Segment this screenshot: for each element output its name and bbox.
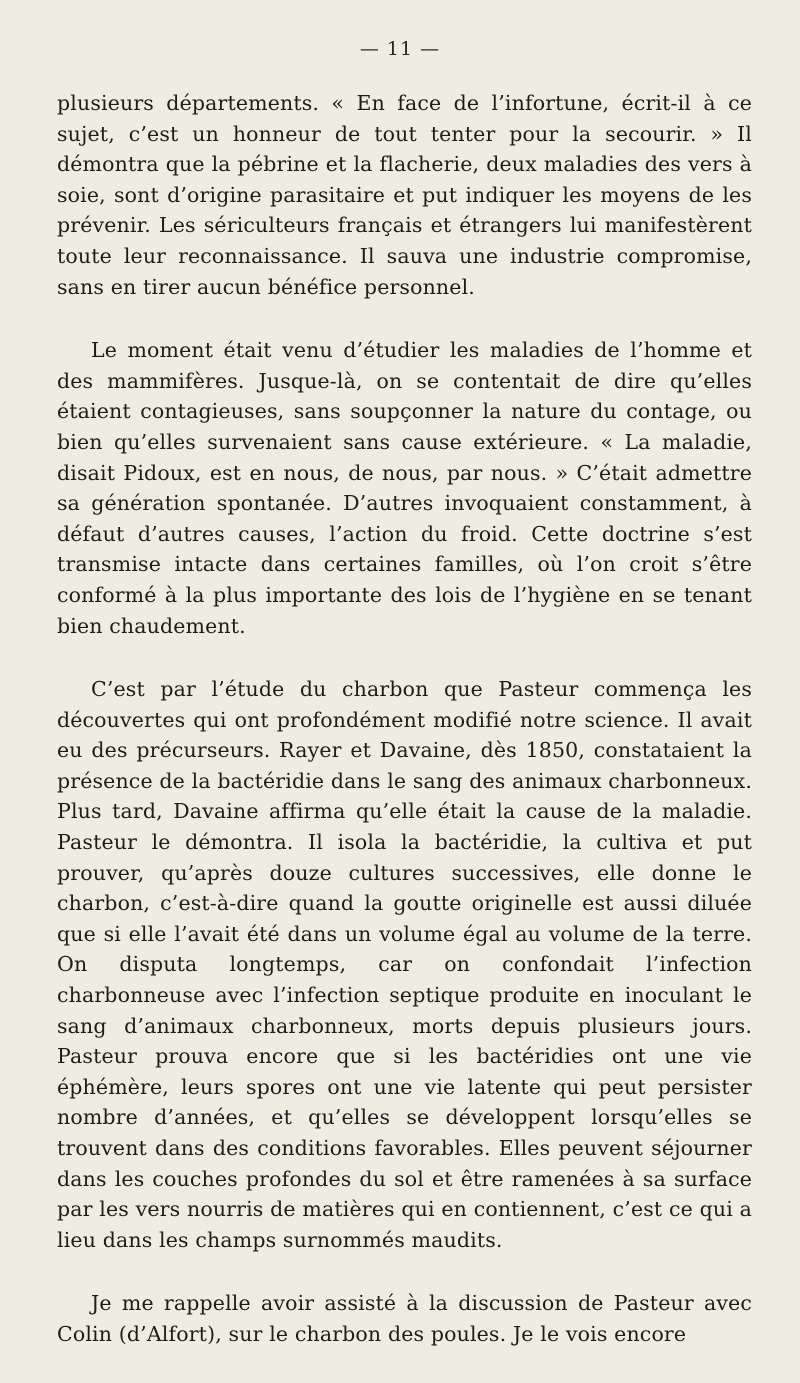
page-number: — 11 — bbox=[359, 38, 441, 60]
paragraph-4: Je me rappelle avoir assisté à la discussion de Pasteur avec Colin (d’Alfort), sur le charbon des poules. Je le vois encore bbox=[57, 1291, 752, 1346]
body-text bbox=[57, 88, 752, 1383]
paragraph-2: Le moment était venu d’étudier les maladies de l’homme et des mammifères. Jusque-là, on se contentait de dire qu’elles étaient contagieuses, sans soupçonner la nature du contage, ou bien qu’elles survenaient sans cause extérieure. « La maladie, disait Pidoux, est en nous, de nous, par nous. » C’était admettre sa génération spontanée. D’autres invoquaient constamment, à défaut d’autres causes, l’action du froid. Cette doctrine s’est transmise intacte dans certaines familles, où l’on croit s’être conformé à la plus importante des lois de l’hygiène en se tenant bien chaudement. bbox=[57, 338, 752, 638]
paragraph-1: plusieurs départements. « En face de l’infortune, écrit-il à ce sujet, c’est un honneur de tout tenter pour la secourir. » Il démontra que la pébrine et la flacherie, deux maladies des vers à soie, sont d’origine parasitaire et put indiquer les moyens de les prévenir. Les sériculteurs français et étrangers lui manifestèrent toute leur reconnaissance. Il sauva une industrie compromise, sans en tirer aucun bénéfice personnel. bbox=[57, 91, 752, 299]
paragraph-3: C’est par l’étude du charbon que Pasteur commença les découvertes qui ont profondément modifié notre science. Il avait eu des précurseurs. Rayer et Davaine, dès 1850, constataient la présence de la bactéridie dans le sang des animaux charbonneux. Plus tard, Davaine affirma qu’elle était la cause de la maladie. Pasteur le démontra. Il isola la bactéridie, la cultiva et put prouver, qu’après douze cultures successives, elle donne le charbon, c’est-à-dire quand la goutte originelle est aussi diluée que si elle l’avait été dans un volume égal au volume de la terre. On disputa longtemps, car on confondait l’infection charbonneuse avec l’infection septique produite en inoculant le sang d’animaux charbonneux, morts depuis plusieurs jours. Pasteur prouva encore que si les bactéridies ont une vie éphémère, leurs spores ont une vie latente qui peut persister nombre d’années, et qu’elles se développent lorsqu’elles se trouvent dans des conditions favorables. Elles peuvent séjourner dans les couches profondes du sol et être ramenées à sa surface par les vers nourris de matières qui en contiennent, c’est ce qui a lieu dans les champs surnommés maudits. bbox=[57, 677, 753, 1252]
